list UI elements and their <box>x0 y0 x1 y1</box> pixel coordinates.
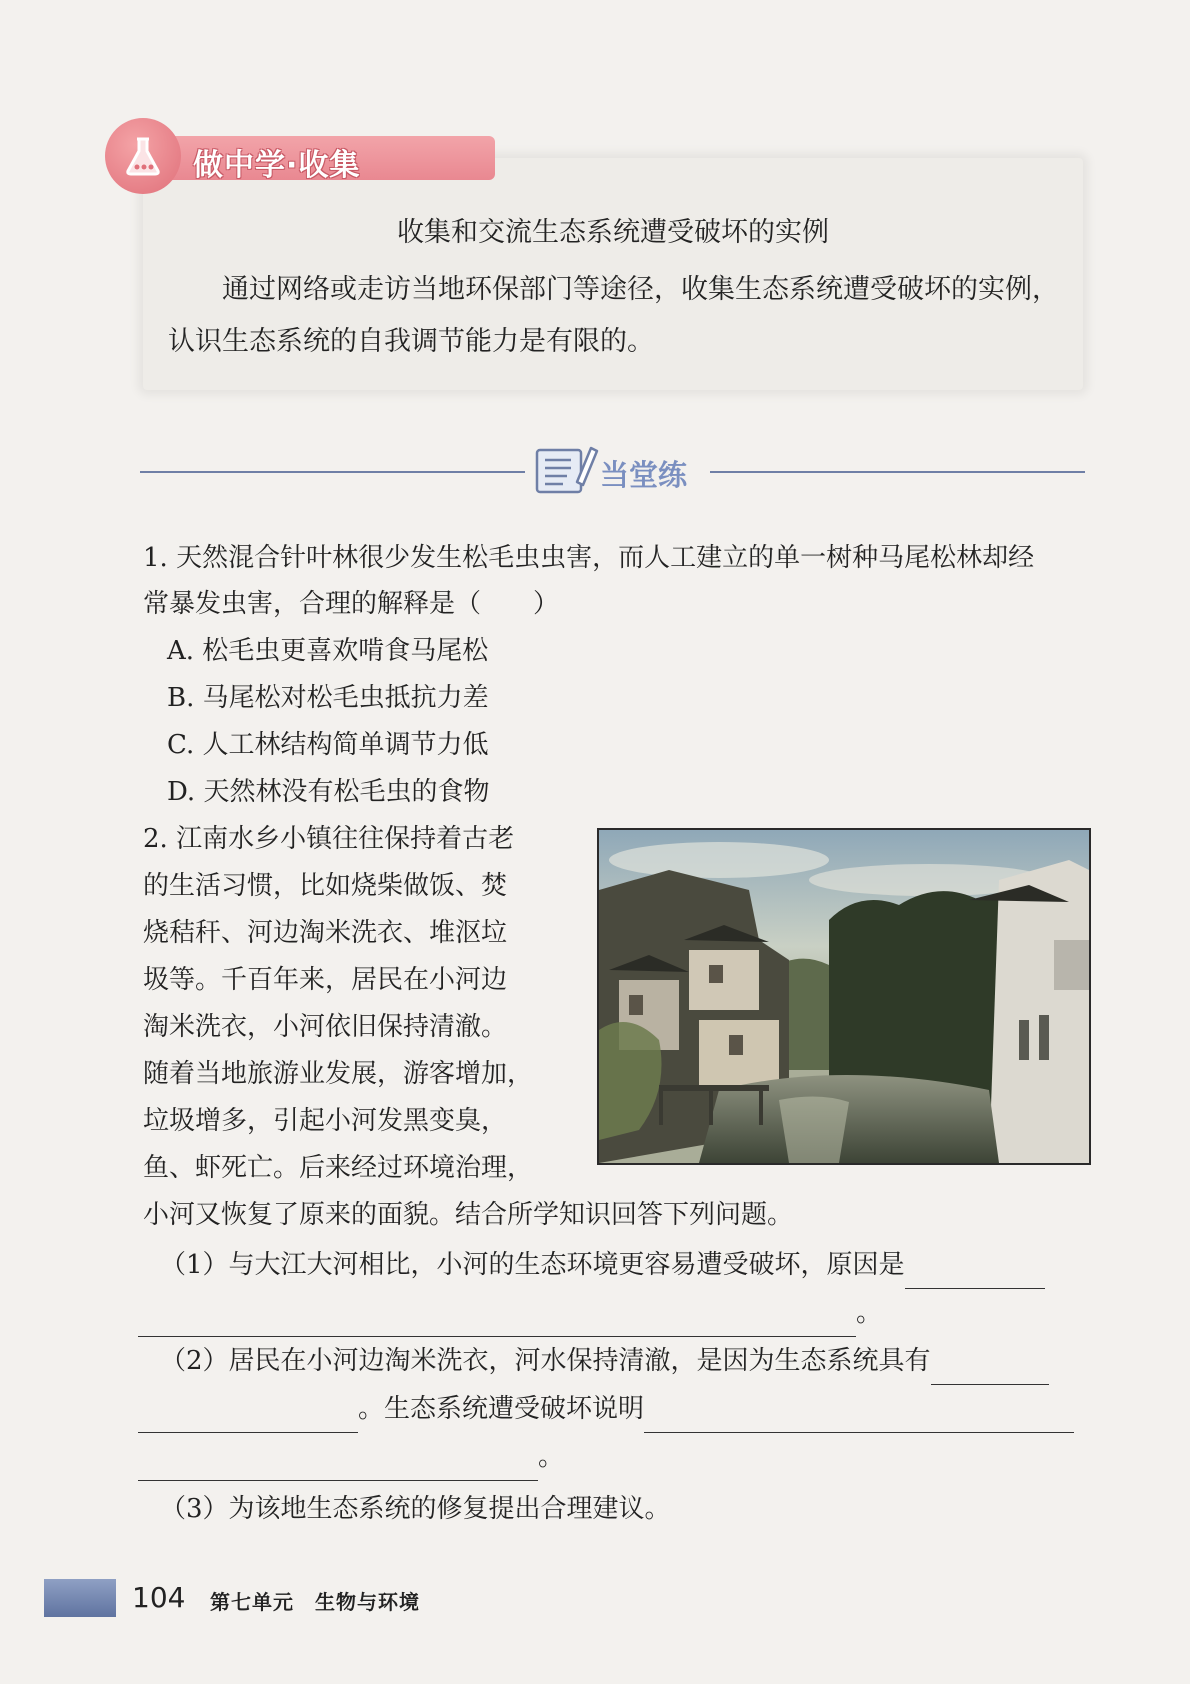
period: 。 <box>538 1442 565 1472</box>
section-divider-left <box>140 471 525 473</box>
q1-option-d: D. 天然林没有松毛虫的食物 <box>167 777 490 807</box>
q2-last-line: 小河又恢复了原来的面貌。结合所学知识回答下列问题。 <box>143 1200 794 1230</box>
q1-stem-line1: 1. 天然混合针叶林很少发生松毛虫虫害，而人工建立的单一树种马尾松林却经 <box>143 543 1035 573</box>
q2-line: 鱼、虾死亡。后来经过环境治理， <box>143 1153 534 1183</box>
q2-line: 圾等。千百年来，居民在小河边 <box>143 965 508 995</box>
answer-blank[interactable] <box>138 1446 538 1481</box>
q1-option-b: B. 马尾松对松毛虫抵抗力差 <box>167 683 489 713</box>
unit-title: 第七单元 生物与环境 <box>210 1590 420 1614</box>
activity-tag <box>105 118 425 196</box>
period: 。 <box>856 1298 883 1328</box>
q1-stem-line2: 常暴发虫害，合理的解释是（ ） <box>143 589 560 619</box>
q1-option-c: C. 人工林结构简单调节力低 <box>167 730 489 760</box>
answer-blank[interactable] <box>644 1398 1074 1433</box>
water-town-photo <box>597 828 1091 1165</box>
q2-sub1-continuation <box>138 1290 882 1337</box>
answer-blank[interactable] <box>138 1302 856 1337</box>
flask-icon <box>105 118 181 194</box>
q2-sub2 <box>160 1338 1090 1385</box>
q2-sub2-text: （2）居民在小河边淘米洗衣，河水保持清澈，是因为生态系统具有 <box>160 1346 931 1376</box>
notebook-pen-icon <box>533 442 599 502</box>
q2-line: 2. 江南水乡小镇往往保持着古老 <box>143 824 515 854</box>
q2-line: 淘米洗衣，小河依旧保持清澈。 <box>143 1012 508 1042</box>
section-title: 当堂练 <box>600 458 688 492</box>
footer-tab <box>44 1579 116 1617</box>
q2-line: 烧秸秆、河边淘米洗衣、堆沤垃 <box>143 918 508 948</box>
activity-body: 通过网络或走访当地环保部门等途径，收集生态系统遭受破坏的实例，认识生态系统的自我调节能力是有限的。 <box>168 274 1059 357</box>
q2-line: 随着当地旅游业发展，游客增加， <box>143 1059 534 1089</box>
q2-line: 的生活习惯，比如烧柴做饭、焚 <box>143 871 508 901</box>
section-divider-right <box>710 471 1085 473</box>
q1-option-a: A. 松毛虫更喜欢啃食马尾松 <box>167 636 489 666</box>
activity-title: 收集和交流生态系统遭受破坏的实例 <box>397 217 829 248</box>
activity-tag-label: 做中学·收集 <box>193 148 361 183</box>
page-number: 104 <box>132 1581 186 1614</box>
q2-sub3: （3）为该地生态系统的修复提出合理建议。 <box>160 1494 671 1524</box>
q2-sub1 <box>160 1242 1090 1289</box>
answer-blank[interactable] <box>138 1398 358 1433</box>
q2-sub2-text-b: 。生态系统遭受破坏说明 <box>358 1394 645 1424</box>
q2-sub1-text: （1）与大江大河相比，小河的生态环境更容易遭受破坏，原因是 <box>160 1250 905 1280</box>
q2-line: 垃圾增多，引起小河发黑变臭， <box>143 1106 508 1136</box>
q2-sub2-end <box>138 1434 564 1481</box>
q2-sub2-continuation <box>138 1386 1074 1433</box>
answer-blank[interactable] <box>931 1350 1049 1385</box>
answer-blank[interactable] <box>905 1254 1045 1289</box>
